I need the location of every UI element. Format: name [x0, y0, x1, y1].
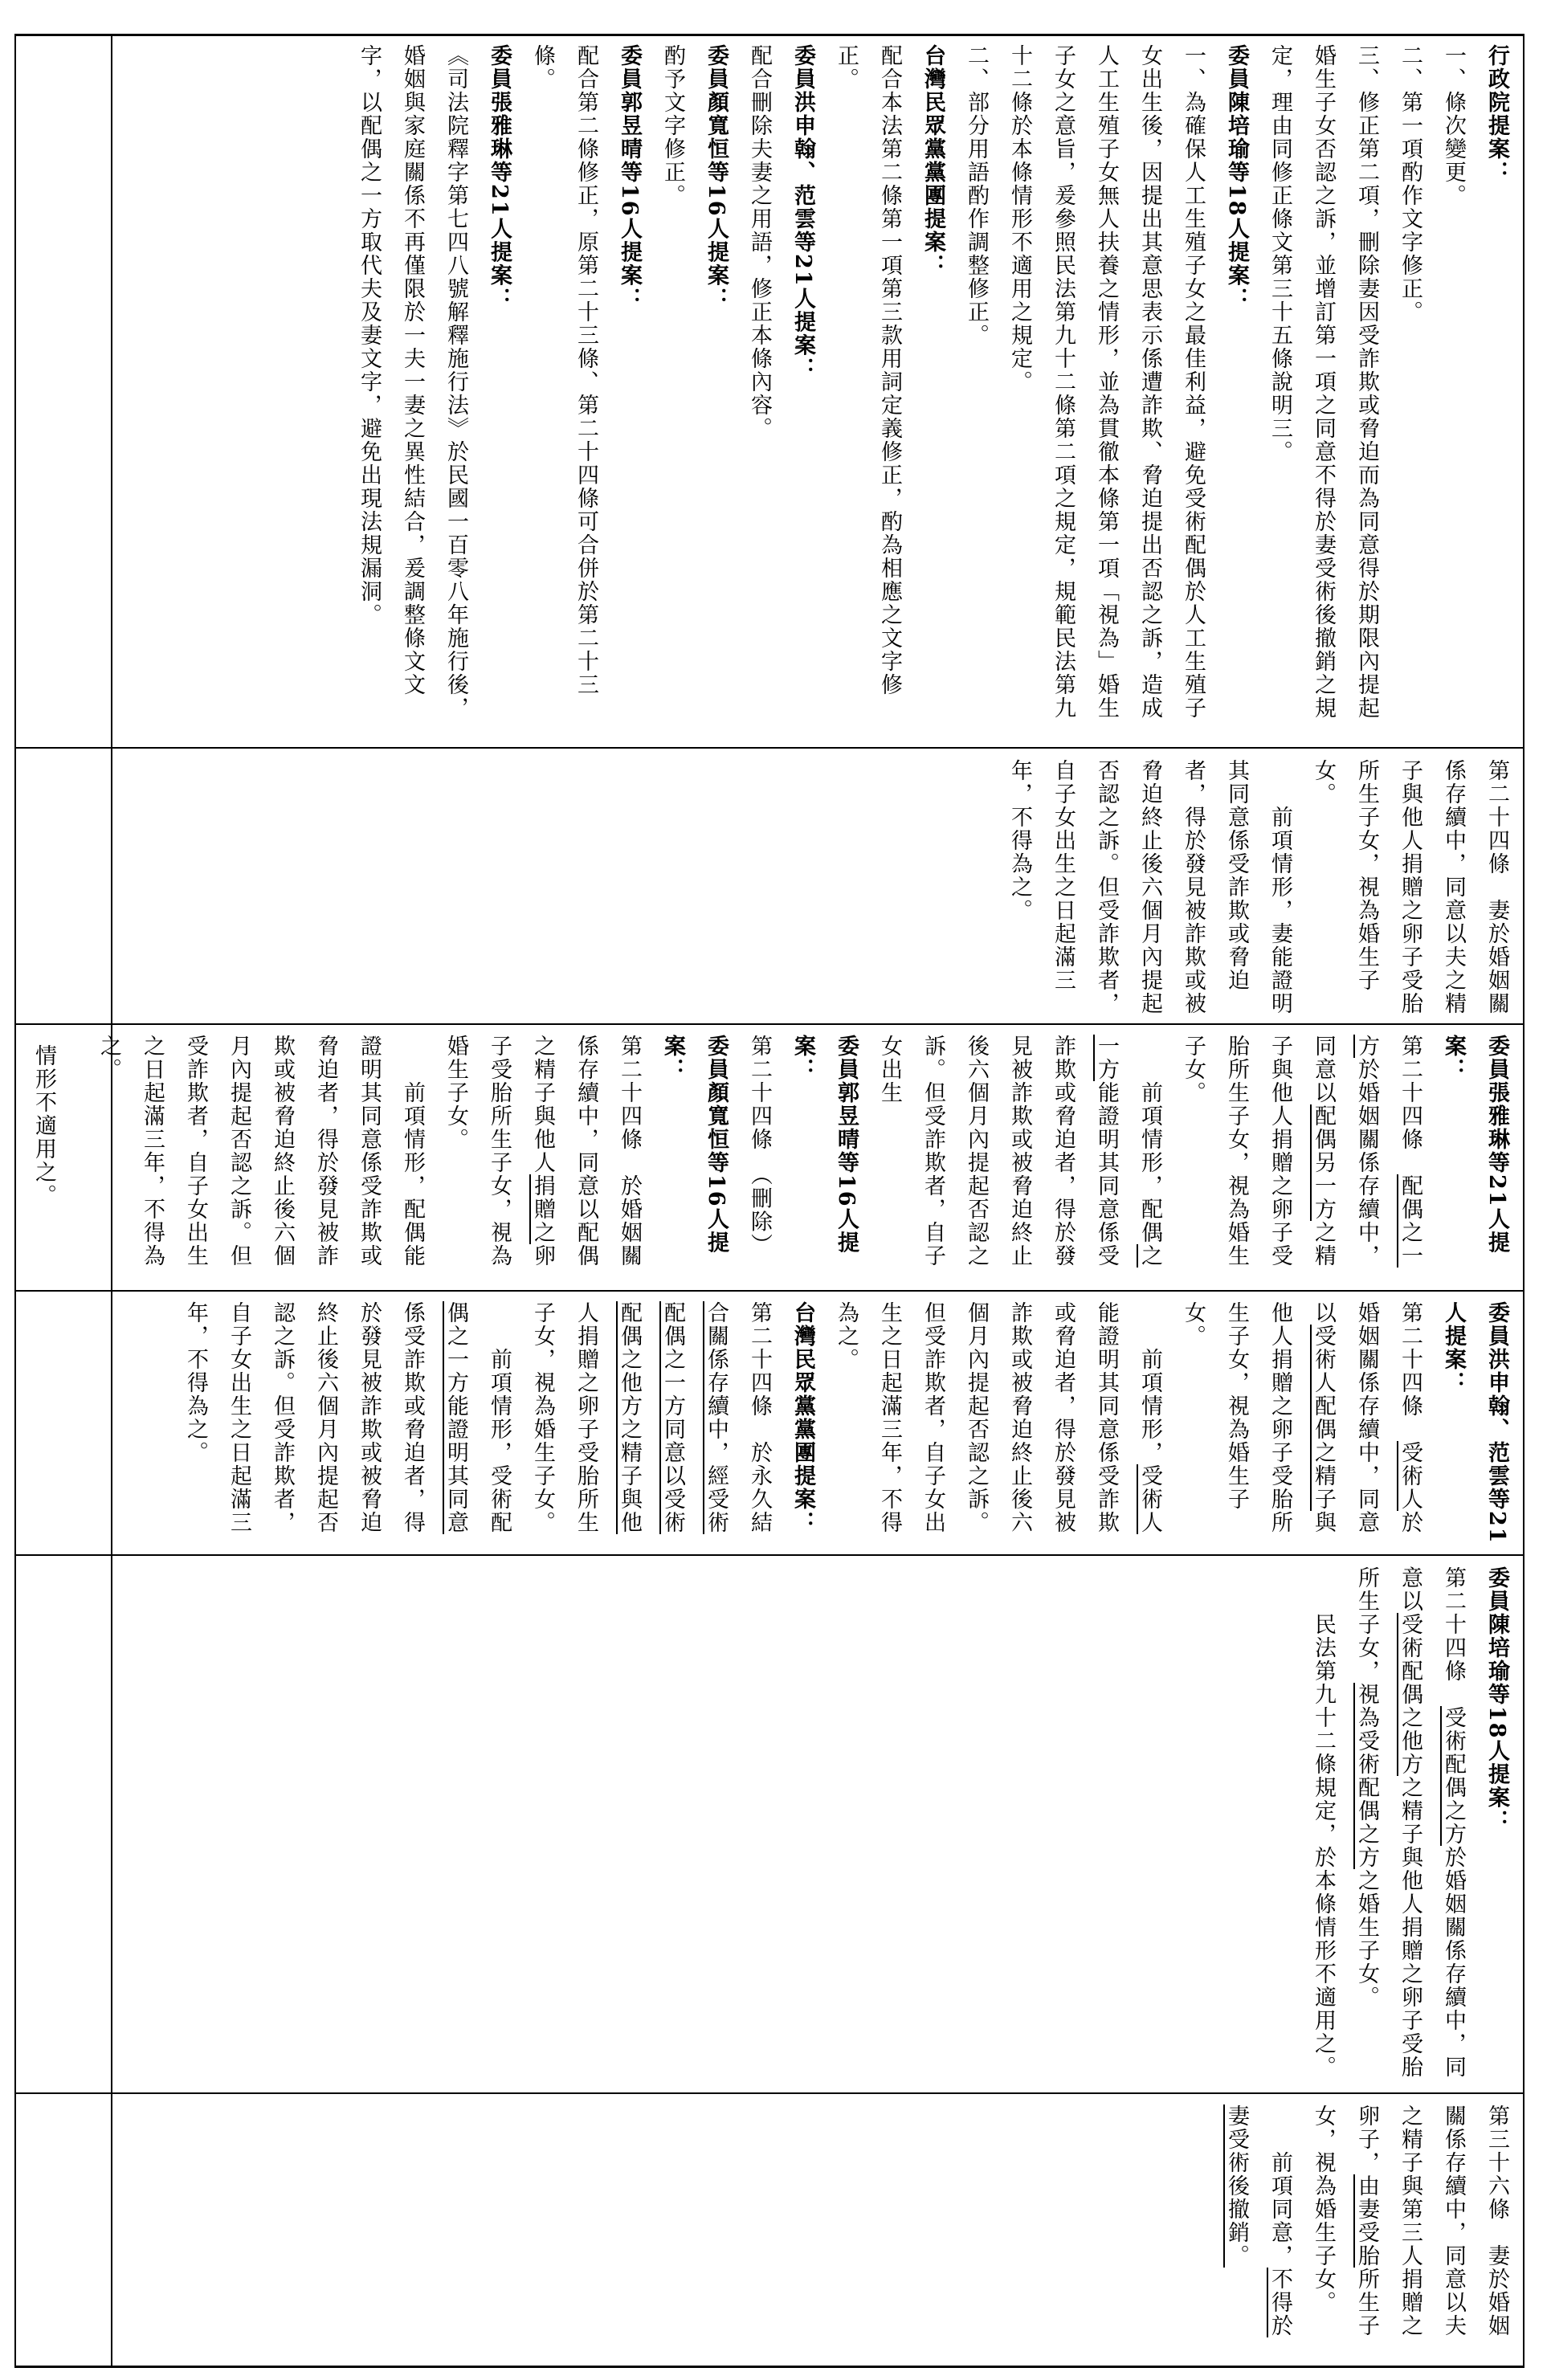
chang-t2: 之精子與他人捐贈之卵子受胎所生子女，視為婚生子女。: [1181, 1035, 1336, 1268]
yen-u1: 捐贈之: [530, 1174, 555, 1244]
kuo-title: 委員郭昱晴等16人提案：: [617, 44, 642, 311]
hung-art-prefix: 第二十四條: [1398, 1301, 1422, 1441]
yen-text: 酌予文字修正。: [660, 44, 685, 207]
explanation-block: [120, 44, 1518, 735]
row-current-and-chang: [120, 759, 1518, 1016]
chen-title-suffix: ：: [1484, 1809, 1509, 1833]
tpp-proposal-title: 台灣民眾黨黨團提案：: [790, 1301, 815, 1534]
note-column-text: 情形不適用之。: [31, 1044, 56, 1207]
chen-title: 委員陳培瑜等18人提案：: [1224, 44, 1249, 311]
yen-art-prefix: 第二十四條 於婚姻關係存續中，同意以配偶之精子與他人: [530, 1035, 642, 1268]
current-law-text: [998, 759, 1518, 1016]
exec-title: 行政院提案：: [1484, 44, 1509, 184]
chen-art-prefix: 第二十四條: [1441, 1566, 1466, 1706]
row-divider-2: [14, 1023, 1524, 1025]
chen-u3: 視為受術配偶之方: [1354, 1683, 1379, 1869]
row-divider-5: [14, 2092, 1524, 2094]
exec-item-1: 一、條次變更。: [1441, 44, 1466, 207]
yen-t1: 卵子受胎所生子女，視為婚生子女。: [443, 1035, 555, 1268]
chang-u1: 配偶之一方: [1354, 1035, 1422, 1268]
chang-title-suffix: ：: [1441, 1058, 1466, 1081]
old-law-para2a: 前項同意，: [1267, 2151, 1292, 2268]
chen-proposal-title: 委員陳培瑜等18人提案: [1484, 1566, 1509, 1810]
yen-title: 委員顏寬恒等16人提案：: [704, 44, 729, 311]
chang-text: 《司法院釋字第七四八號解釋施行法》於民國一百零八年施行後，婚姻與家庭關係不再僅限於一夫一妻之異性結合，爰調整條文文字，以配偶之一方取代夫及妻文字，避免出現法規漏洞。: [357, 44, 468, 720]
row-divider-3: [14, 1290, 1524, 1292]
row-chang-and-yen: [96, 1035, 1518, 1284]
tpp-text: 配合本法第二條第一項第三款用詞定義修正，酌為相應之文字修正。: [834, 44, 902, 696]
hung-title: 委員洪申翰、范雲等21人提案：: [790, 44, 815, 381]
row-old-law: [120, 2104, 1518, 2358]
exec-item-3: 三、修正第二項，刪除妻因受詐欺或脅迫而為同意得於期限內提起婚生子女否認之訴，並增訂第一項之同意不得於妻受術後撤銷之規定，理由同修正條文第三十五條說明三。: [1267, 44, 1379, 720]
chen-t2: 之精子與他人捐贈之卵子受胎所生子女，: [1354, 1566, 1422, 2079]
tpp-title: 台灣民眾黨黨團提案：: [920, 44, 945, 277]
chen-t1: 於婚姻關係存續中，同意以: [1398, 1566, 1466, 2079]
tpp-u2: 偶之一方能證明其同意: [443, 1301, 468, 1534]
table-left-border: [14, 34, 16, 2367]
row-chen: [120, 1566, 1518, 2084]
explanation-text: [347, 44, 1518, 735]
tpp-u1: 合關係存續中，經受術配偶之一方同意以受術配偶之他方之精子與他: [617, 1301, 729, 1534]
kuo-title-suffix: ：: [790, 1058, 815, 1081]
chen-t3: 之婚生子女。: [1354, 1869, 1379, 2009]
chen-para2: 民法第九十二條規定，於本條情形不適用之。: [1311, 1613, 1336, 2079]
yen-para2: 前項情形，配偶能證明其同意係受詐欺或脅迫者，得於發見被詐欺或被脅迫終止後六個月內提起否認之訴。但受詐欺者，自子女出生之日起滿三年，不得為之。: [96, 1035, 425, 1268]
hung-para2a: 前項情形，: [1137, 1348, 1162, 1464]
chang-u3: 之一方: [1094, 1035, 1162, 1268]
chang-proposal-title: 委員張雅琳等21人提案: [1441, 1035, 1509, 1255]
kuo-text: 配合第二條修正，原第二十三條、第二十四條可合併於第二十三條。: [530, 44, 598, 696]
hung-t1: 於婚姻關係存續中，同意以: [1311, 1301, 1422, 1534]
table-right-border: [1523, 34, 1524, 2367]
chen-proposal-text: [1301, 1566, 1518, 2084]
chang-t3: 能證明其同意係受詐欺或脅迫者，得於發見被詐欺或被脅迫終止後六個月內提起否認之訴。但受詐欺者，自子女出生: [877, 1035, 1119, 1268]
chang-t1: 於婚姻關係存續中，同意以: [1311, 1035, 1379, 1268]
row-divider-1: [14, 747, 1524, 749]
row-divider-4: [14, 1554, 1524, 1556]
chang-para2a: 前項情形，配偶: [1137, 1081, 1162, 1244]
table-bottom-border: [14, 2366, 1524, 2368]
tpp-t1: 人捐贈之卵子受胎所生子女，視為婚生子女。: [530, 1301, 598, 1534]
hung-t2: 與他人捐贈之卵子受胎所生子女，視為婚生子女。: [1181, 1301, 1336, 1534]
exec-item-2: 二、第一項酌作文字修正。: [1398, 44, 1422, 324]
chang-proposal-text: [87, 1035, 1518, 1284]
kuo-proposal-text: 第二十四條 （刪除）: [747, 1035, 772, 1257]
hung-tpp-text: [173, 1301, 1518, 1546]
hung-u3: 受術人: [1137, 1464, 1162, 1534]
tpp-t2: 係受詐欺或脅迫者，得於發見被詐欺或被脅迫終止後六個月內提起否認之訴。但受詐欺者，自子女出生之日起滿三年，不得為之。: [183, 1301, 425, 1534]
yen-title-suffix: ：: [660, 1058, 685, 1081]
chang-title: 委員張雅琳等21人提案：: [487, 44, 512, 311]
chang-art-prefix: 第二十四條: [1398, 1035, 1422, 1174]
tpp-art-prefix: 第二十四條 於永久結: [747, 1301, 772, 1534]
chen-u2: 受術配偶之他方: [1398, 1613, 1422, 1776]
hung-u1: 受術人: [1398, 1441, 1422, 1511]
old-law-t1: 所生子女，視為婚生子女。: [1311, 2104, 1379, 2337]
table-top-border: [14, 34, 1524, 36]
chen-item-1: 一、為確保人工生殖子女之最佳利益，避免受術配偶於人工生殖子女出生後，因提出其意思表示係遭詐欺、脅迫提出否認之訴，造成人工生殖子女無人扶養之情形，並為貫徹本條第一項「視為」婚生子女之意旨，爰參照民法第九十二條第二項之規定，規範民法第九十二條於本條情形不適用之規定。: [1007, 44, 1206, 720]
current-law-para-2: 前項情形，妻能證明其同意係受詐欺或脅迫者，得於發見被詐欺或被脅迫終止後六個月內提起否認之訴。但受詐欺者，自子女出生之日起滿三年，不得為之。: [1007, 759, 1292, 1015]
current-law-para-1: 第二十四條 妻於婚姻關係存續中，同意以夫之精子與他人捐贈之卵子受胎所生子女，視為婚生子女。: [1311, 759, 1509, 1015]
hung-u2: 受術人配偶之精子: [1311, 1325, 1336, 1511]
chen-item-2: 二、部分用語酌作調整修正。: [964, 44, 989, 347]
old-law-text: [1214, 2104, 1518, 2358]
old-law-prefix: 第三十六條 妻於婚姻關係存續中，同意以夫之精子與第三人捐贈之卵子，: [1354, 2104, 1509, 2337]
hung-proposal-title: 委員洪申翰、范雲等21人提案：: [1441, 1301, 1509, 1545]
chang-u2: 配偶另一方: [1311, 1104, 1336, 1221]
old-law-u1: 由妻受胎: [1354, 2174, 1379, 2268]
hung-t3: 能證明其同意係受詐欺或脅迫者，得於發見被詐欺或被脅迫終止後六個月內提起否認之訴。但受詐欺者，自子女出生之日起滿三年，不得為之。: [834, 1301, 1119, 1534]
hung-text: 配合刪除夫妻之用語，修正本條內容。: [747, 44, 772, 440]
kuo-proposal-title: 委員郭昱晴等16人提案: [790, 1035, 859, 1255]
tpp-para2a: 前項情形，受術配: [487, 1348, 512, 1534]
yen-proposal-title: 委員顏寬恒等16人提案: [660, 1035, 729, 1255]
row-hung-and-tpp: [120, 1301, 1518, 1546]
chen-u1: 受術配偶之方: [1441, 1706, 1466, 1846]
old-law-u2: 不得於妻受術後撤銷。: [1224, 2104, 1292, 2337]
